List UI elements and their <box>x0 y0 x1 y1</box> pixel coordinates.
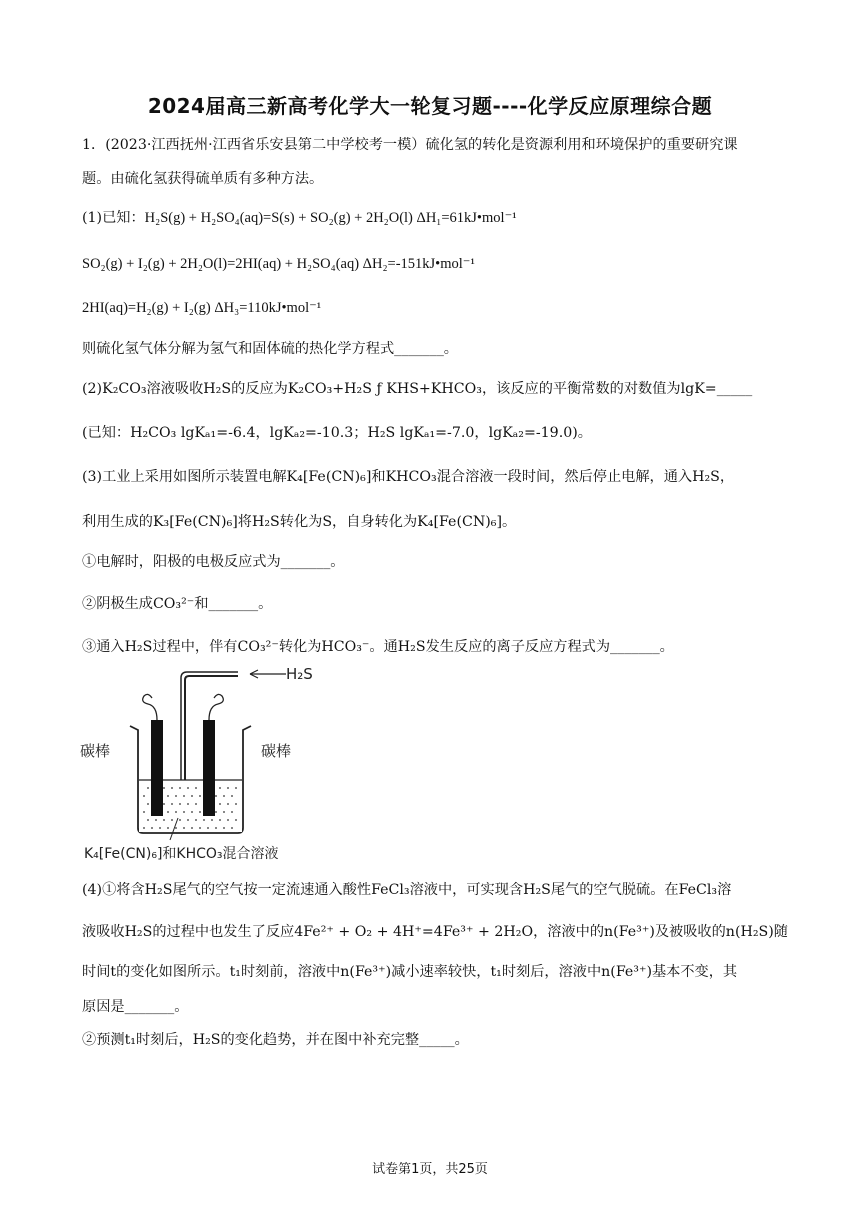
solution-dot <box>175 811 177 813</box>
part-3-sub-c: ③通入H₂S过程中，伴有CO₃²⁻转化为HCO₃⁻。通H₂S发生反应的离子反应方程式为_______。 <box>82 639 674 655</box>
question-1-intro-line-1: 1．(2023·江西抚州·江西省乐安县第二中学校考一模）硫化氢的转化是资源利用和环境保护的重要研究课 <box>82 137 738 153</box>
solution-dot <box>179 819 181 821</box>
solution-dot <box>171 819 173 821</box>
solution-dot <box>143 811 145 813</box>
right-wire <box>209 694 223 720</box>
equation-2: SO₂(g) + I₂(g) + 2H₂O(l)=2HI(aq) + H₂SO₄(aq) ΔH₂=-151kJ•mol⁻¹ <box>82 256 475 272</box>
part-3-sub-b: ②阴极生成CO₃²⁻和_______。 <box>82 596 273 612</box>
part-4-line-3: 时间t的变化如图所示。t₁时刻前，溶液中n(Fe³⁺)减小速率较快，t₁时刻后，溶液中n(Fe³⁺)基本不变，其 <box>82 964 738 980</box>
solution-dot <box>199 827 201 829</box>
part-4-sub-b: ②预测t₁时刻后，H₂S的变化趋势，并在图中补充完整_____。 <box>82 1032 469 1048</box>
solution-dot <box>195 819 197 821</box>
solution-dot <box>175 795 177 797</box>
solution-dot <box>155 819 157 821</box>
solution-dot <box>171 787 173 789</box>
part-4-line-4: 原因是_______。 <box>82 999 189 1015</box>
solution-dot <box>191 827 193 829</box>
solution-dot <box>179 803 181 805</box>
part-3-line-2: 利用生成的K₃[Fe(CN)₆]将H₂S转化为S，自身转化为K₄[Fe(CN)₆]。 <box>82 514 517 530</box>
solution-dot <box>227 787 229 789</box>
solution-dot <box>223 811 225 813</box>
solution-dot <box>191 795 193 797</box>
solution-dot <box>219 819 221 821</box>
solution-dot <box>147 803 149 805</box>
part-1-question: 则硫化氢气体分解为氢气和固体硫的热化学方程式_______。 <box>82 341 458 357</box>
solution-dot <box>219 787 221 789</box>
solution-dot <box>199 795 201 797</box>
part-2-line-2: (已知：H₂CO₃ lgKₐ₁=-6.4，lgKₐ₂=-10.3；H₂S lgKₐ₁=-7.0，lgKₐ₂=-19.0)。 <box>82 425 592 441</box>
solution-dot <box>235 787 237 789</box>
solution-dot <box>219 803 221 805</box>
solution-dot <box>187 803 189 805</box>
solution-dot <box>215 795 217 797</box>
part-3-sub-a: ①电解时，阳极的电极反应式为_______。 <box>82 554 345 570</box>
page-footer: 试卷第1页，共25页 <box>372 1162 488 1177</box>
solution-dot <box>183 795 185 797</box>
solution-dot <box>163 803 165 805</box>
question-1-intro-line-2: 题。由硫化氢获得硫单质有多种方法。 <box>82 171 324 187</box>
left-electrode-label: 碳棒 <box>80 742 111 760</box>
solution-dot <box>143 795 145 797</box>
solution-dot <box>211 819 213 821</box>
solution-dot <box>171 803 173 805</box>
solution-dot <box>167 827 169 829</box>
right-carbon-rod <box>203 720 215 816</box>
solution-dot <box>231 827 233 829</box>
part-3-line-1: (3)工业上采用如图所示装置电解K₄[Fe(CN)₆]和KHCO₃混合溶液一段时间，然后停止电解，通入H₂S， <box>82 469 735 485</box>
equation-1: H₂S(g) + H₂SO₄(aq)=S(s) + SO₂(g) + 2H₂O(l) ΔH₁=61kJ•mol⁻¹ <box>144 210 517 226</box>
solution-dot <box>183 811 185 813</box>
solution-dot <box>223 795 225 797</box>
solution-dot <box>163 787 165 789</box>
solution-dot <box>159 827 161 829</box>
solution-dot <box>191 811 193 813</box>
right-electrode-label: 碳棒 <box>261 742 292 760</box>
solution-dot <box>147 787 149 789</box>
left-wire <box>143 694 157 720</box>
solution-dot <box>215 811 217 813</box>
solution-dot <box>179 787 181 789</box>
solution-dot <box>167 795 169 797</box>
solution-dot <box>195 787 197 789</box>
part-2-line-1: (2)K₂CO₃溶液吸收H₂S的反应为K₂CO₃+H₂S ƒ KHS+KHCO₃，该反应的平衡常数的对数值为lgK=_____ <box>82 381 753 397</box>
gas-label: H₂S <box>286 668 313 683</box>
equation-3: 2HI(aq)=H₂(g) + I₂(g) ΔH₃=110kJ•mol⁻¹ <box>82 300 322 316</box>
solution-dot <box>183 827 185 829</box>
solution-dot <box>215 827 217 829</box>
solution-dot <box>231 811 233 813</box>
part-4-line-1: (4)①将含H₂S尾气的空气按一定流速通入酸性FeCl₃溶液中，可实现含H₂S尾气的空气脱硫。在FeCl₃溶 <box>82 882 732 898</box>
solution-dot <box>227 819 229 821</box>
solution-label: K₄[Fe(CN)₆]和KHCO₃混合溶液 <box>84 846 279 862</box>
electrolysis-apparatus-diagram <box>78 668 338 868</box>
solution-dot <box>199 811 201 813</box>
solution-dot <box>163 819 165 821</box>
solution-dot <box>203 819 205 821</box>
part-1-label: (1)已知： <box>82 210 145 226</box>
solution-dot <box>223 827 225 829</box>
solution-dot <box>187 787 189 789</box>
solution-dot <box>147 819 149 821</box>
part-1-given-line <box>82 208 780 228</box>
solution-dot <box>143 827 145 829</box>
solution-dot <box>235 803 237 805</box>
solution-dot <box>235 819 237 821</box>
page-title: 2024届高三新高考化学大一轮复习题----化学反应原理综合题 <box>147 94 713 118</box>
solution-dot <box>227 803 229 805</box>
solution-dot <box>167 811 169 813</box>
solution-dot <box>207 827 209 829</box>
solution-dot <box>231 795 233 797</box>
part-4-line-2: 液吸收H₂S的过程中也发生了反应4Fe²⁺ + O₂ + 4H⁺=4Fe³⁺ + 2H₂O，溶液中的n(Fe³⁺)及被吸收的n(H₂S)随 <box>82 924 788 940</box>
solution-dot <box>187 819 189 821</box>
solution-dot <box>175 827 177 829</box>
solution-dot <box>195 803 197 805</box>
solution-dot <box>151 827 153 829</box>
left-carbon-rod <box>151 720 163 816</box>
